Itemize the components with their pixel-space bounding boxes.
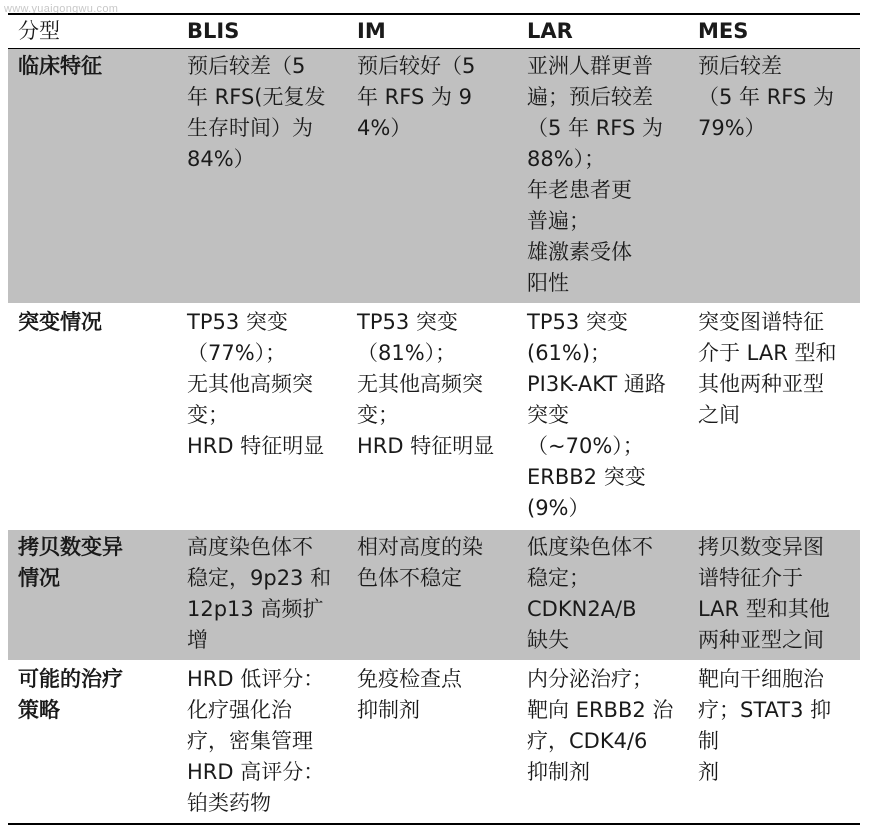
cell-line: 其他两种亚型 bbox=[698, 372, 824, 396]
row-label-line: 可能的治疗 bbox=[18, 667, 123, 691]
row-label bbox=[8, 304, 177, 529]
table-cell bbox=[347, 304, 517, 529]
cell-line: 预后较差 bbox=[698, 54, 782, 78]
cell-line: 色体不稳定 bbox=[357, 566, 462, 590]
cell-line: (61%)； bbox=[527, 341, 612, 365]
cell-line: 增 bbox=[187, 628, 208, 652]
cell-line: 疗，CDK4/6 bbox=[527, 729, 648, 753]
cell-line: （~70%）； bbox=[527, 434, 644, 458]
table-cell bbox=[177, 304, 347, 529]
cell-line: 阳性 bbox=[527, 271, 569, 295]
cell-line: 预后较差（5 bbox=[187, 54, 306, 78]
cell-line: 雄激素受体 bbox=[527, 240, 632, 264]
cell-line: 88%）； bbox=[527, 147, 606, 171]
cell-line: 12p13 高频扩 bbox=[187, 597, 324, 621]
table-row-copy-number bbox=[8, 529, 860, 661]
cell-line: 免疫检查点 bbox=[357, 667, 462, 691]
cell-line: HRD 高评分： bbox=[187, 760, 325, 784]
watermark: www.yuaigongwu.com bbox=[4, 3, 119, 15]
cell-line: TP53 突变 bbox=[357, 310, 458, 334]
table-cell bbox=[347, 529, 517, 661]
tnbc-subtype-table bbox=[8, 13, 860, 825]
table-cell bbox=[688, 49, 860, 305]
row-label-line: 策略 bbox=[18, 698, 60, 722]
row-label-line: 情况 bbox=[18, 566, 60, 590]
cell-line: 无其他高频突 bbox=[187, 372, 313, 396]
cell-line: (9%） bbox=[527, 496, 590, 520]
row-label bbox=[8, 661, 177, 824]
table-cell bbox=[688, 304, 860, 529]
cell-line: 介于 LAR 型和 bbox=[698, 341, 837, 365]
header-row bbox=[8, 14, 860, 49]
cell-line: 靶向干细胞治 bbox=[698, 667, 824, 691]
cell-line: HRD 特征明显 bbox=[187, 434, 325, 458]
cell-line: 铂类药物 bbox=[187, 791, 271, 815]
row-label-line: 临床特征 bbox=[18, 54, 102, 78]
table-cell bbox=[688, 529, 860, 661]
cell-line: 靶向 ERBB2 治 bbox=[527, 698, 674, 722]
cell-line: 缺失 bbox=[527, 628, 569, 652]
table-cell bbox=[517, 661, 688, 824]
cell-line: 突变 bbox=[527, 403, 569, 427]
table-row-treatment bbox=[8, 661, 860, 824]
cell-line: 突变图谱特征 bbox=[698, 310, 824, 334]
cell-line: 79%） bbox=[698, 116, 766, 140]
table-cell bbox=[347, 661, 517, 824]
cell-line: ERBB2 突变 bbox=[527, 465, 646, 489]
row-label-line: 突变情况 bbox=[18, 310, 102, 334]
cell-line: 年 RFS(无复发 bbox=[187, 85, 326, 109]
cell-line: 疗，密集管理 bbox=[187, 729, 313, 753]
row-label-line: 拷贝数变异 bbox=[18, 535, 123, 559]
cell-line: PI3K-AKT 通路 bbox=[527, 372, 666, 396]
header-cell-mes: MES bbox=[688, 14, 860, 49]
header-cell-subtype: 分型 bbox=[8, 14, 177, 49]
cell-line: 内分泌治疗； bbox=[527, 667, 653, 691]
cell-line: TP53 突变 bbox=[187, 310, 288, 334]
cell-line: LAR 型和其他 bbox=[698, 597, 830, 621]
table-cell bbox=[517, 529, 688, 661]
table-cell bbox=[177, 529, 347, 661]
cell-line: 普遍； bbox=[527, 209, 590, 233]
cell-line: 拷贝数变异图 bbox=[698, 535, 824, 559]
cell-line: 之间 bbox=[698, 403, 740, 427]
cell-line: 稳定； bbox=[527, 566, 590, 590]
cell-line: （5 年 RFS 为 bbox=[698, 85, 835, 109]
cell-line: TP53 突变 bbox=[527, 310, 628, 334]
row-label bbox=[8, 49, 177, 305]
cell-line: 低度染色体不 bbox=[527, 535, 653, 559]
cell-line: 年老患者更 bbox=[527, 178, 632, 202]
cell-line: 生存时间）为 bbox=[187, 116, 313, 140]
cell-line: 抑制剂 bbox=[527, 760, 590, 784]
table-cell bbox=[517, 304, 688, 529]
header-cell-lar: LAR bbox=[517, 14, 688, 49]
cell-line: 化疗强化治 bbox=[187, 698, 292, 722]
table-row-clinical-features bbox=[8, 49, 860, 305]
cell-line: 疗；STAT3 抑制 bbox=[698, 698, 832, 753]
cell-line: 遍；预后较差 bbox=[527, 85, 653, 109]
cell-line: 变； bbox=[357, 403, 399, 427]
cell-line: （5 年 RFS 为 bbox=[527, 116, 664, 140]
cell-line: HRD 特征明显 bbox=[357, 434, 495, 458]
table-cell bbox=[688, 661, 860, 824]
table-cell bbox=[347, 49, 517, 305]
cell-line: 剂 bbox=[698, 760, 719, 784]
cell-line: 年 RFS 为 94%） bbox=[357, 85, 473, 140]
row-label bbox=[8, 529, 177, 661]
cell-line: 无其他高频突 bbox=[357, 372, 483, 396]
cell-line: CDKN2A/B bbox=[527, 597, 637, 621]
table-row-mutations bbox=[8, 304, 860, 529]
header-cell-blis: BLIS bbox=[177, 14, 347, 49]
cell-line: （81%）； bbox=[357, 341, 457, 365]
cell-line: 稳定，9p23 和 bbox=[187, 566, 332, 590]
table-cell bbox=[517, 49, 688, 305]
cell-line: 谱特征介于 bbox=[698, 566, 803, 590]
cell-line: 84%） bbox=[187, 147, 255, 171]
table-cell bbox=[177, 661, 347, 824]
header-cell-im: IM bbox=[347, 14, 517, 49]
cell-line: 亚洲人群更普 bbox=[527, 54, 653, 78]
cell-line: 两种亚型之间 bbox=[698, 628, 824, 652]
cell-line: 变； bbox=[187, 403, 229, 427]
cell-line: 预后较好（5 bbox=[357, 54, 476, 78]
cell-line: 抑制剂 bbox=[357, 698, 420, 722]
cell-line: （77%）； bbox=[187, 341, 287, 365]
cell-line: HRD 低评分： bbox=[187, 667, 325, 691]
table-cell bbox=[177, 49, 347, 305]
cell-line: 相对高度的染 bbox=[357, 535, 483, 559]
cell-line: 高度染色体不 bbox=[187, 535, 313, 559]
